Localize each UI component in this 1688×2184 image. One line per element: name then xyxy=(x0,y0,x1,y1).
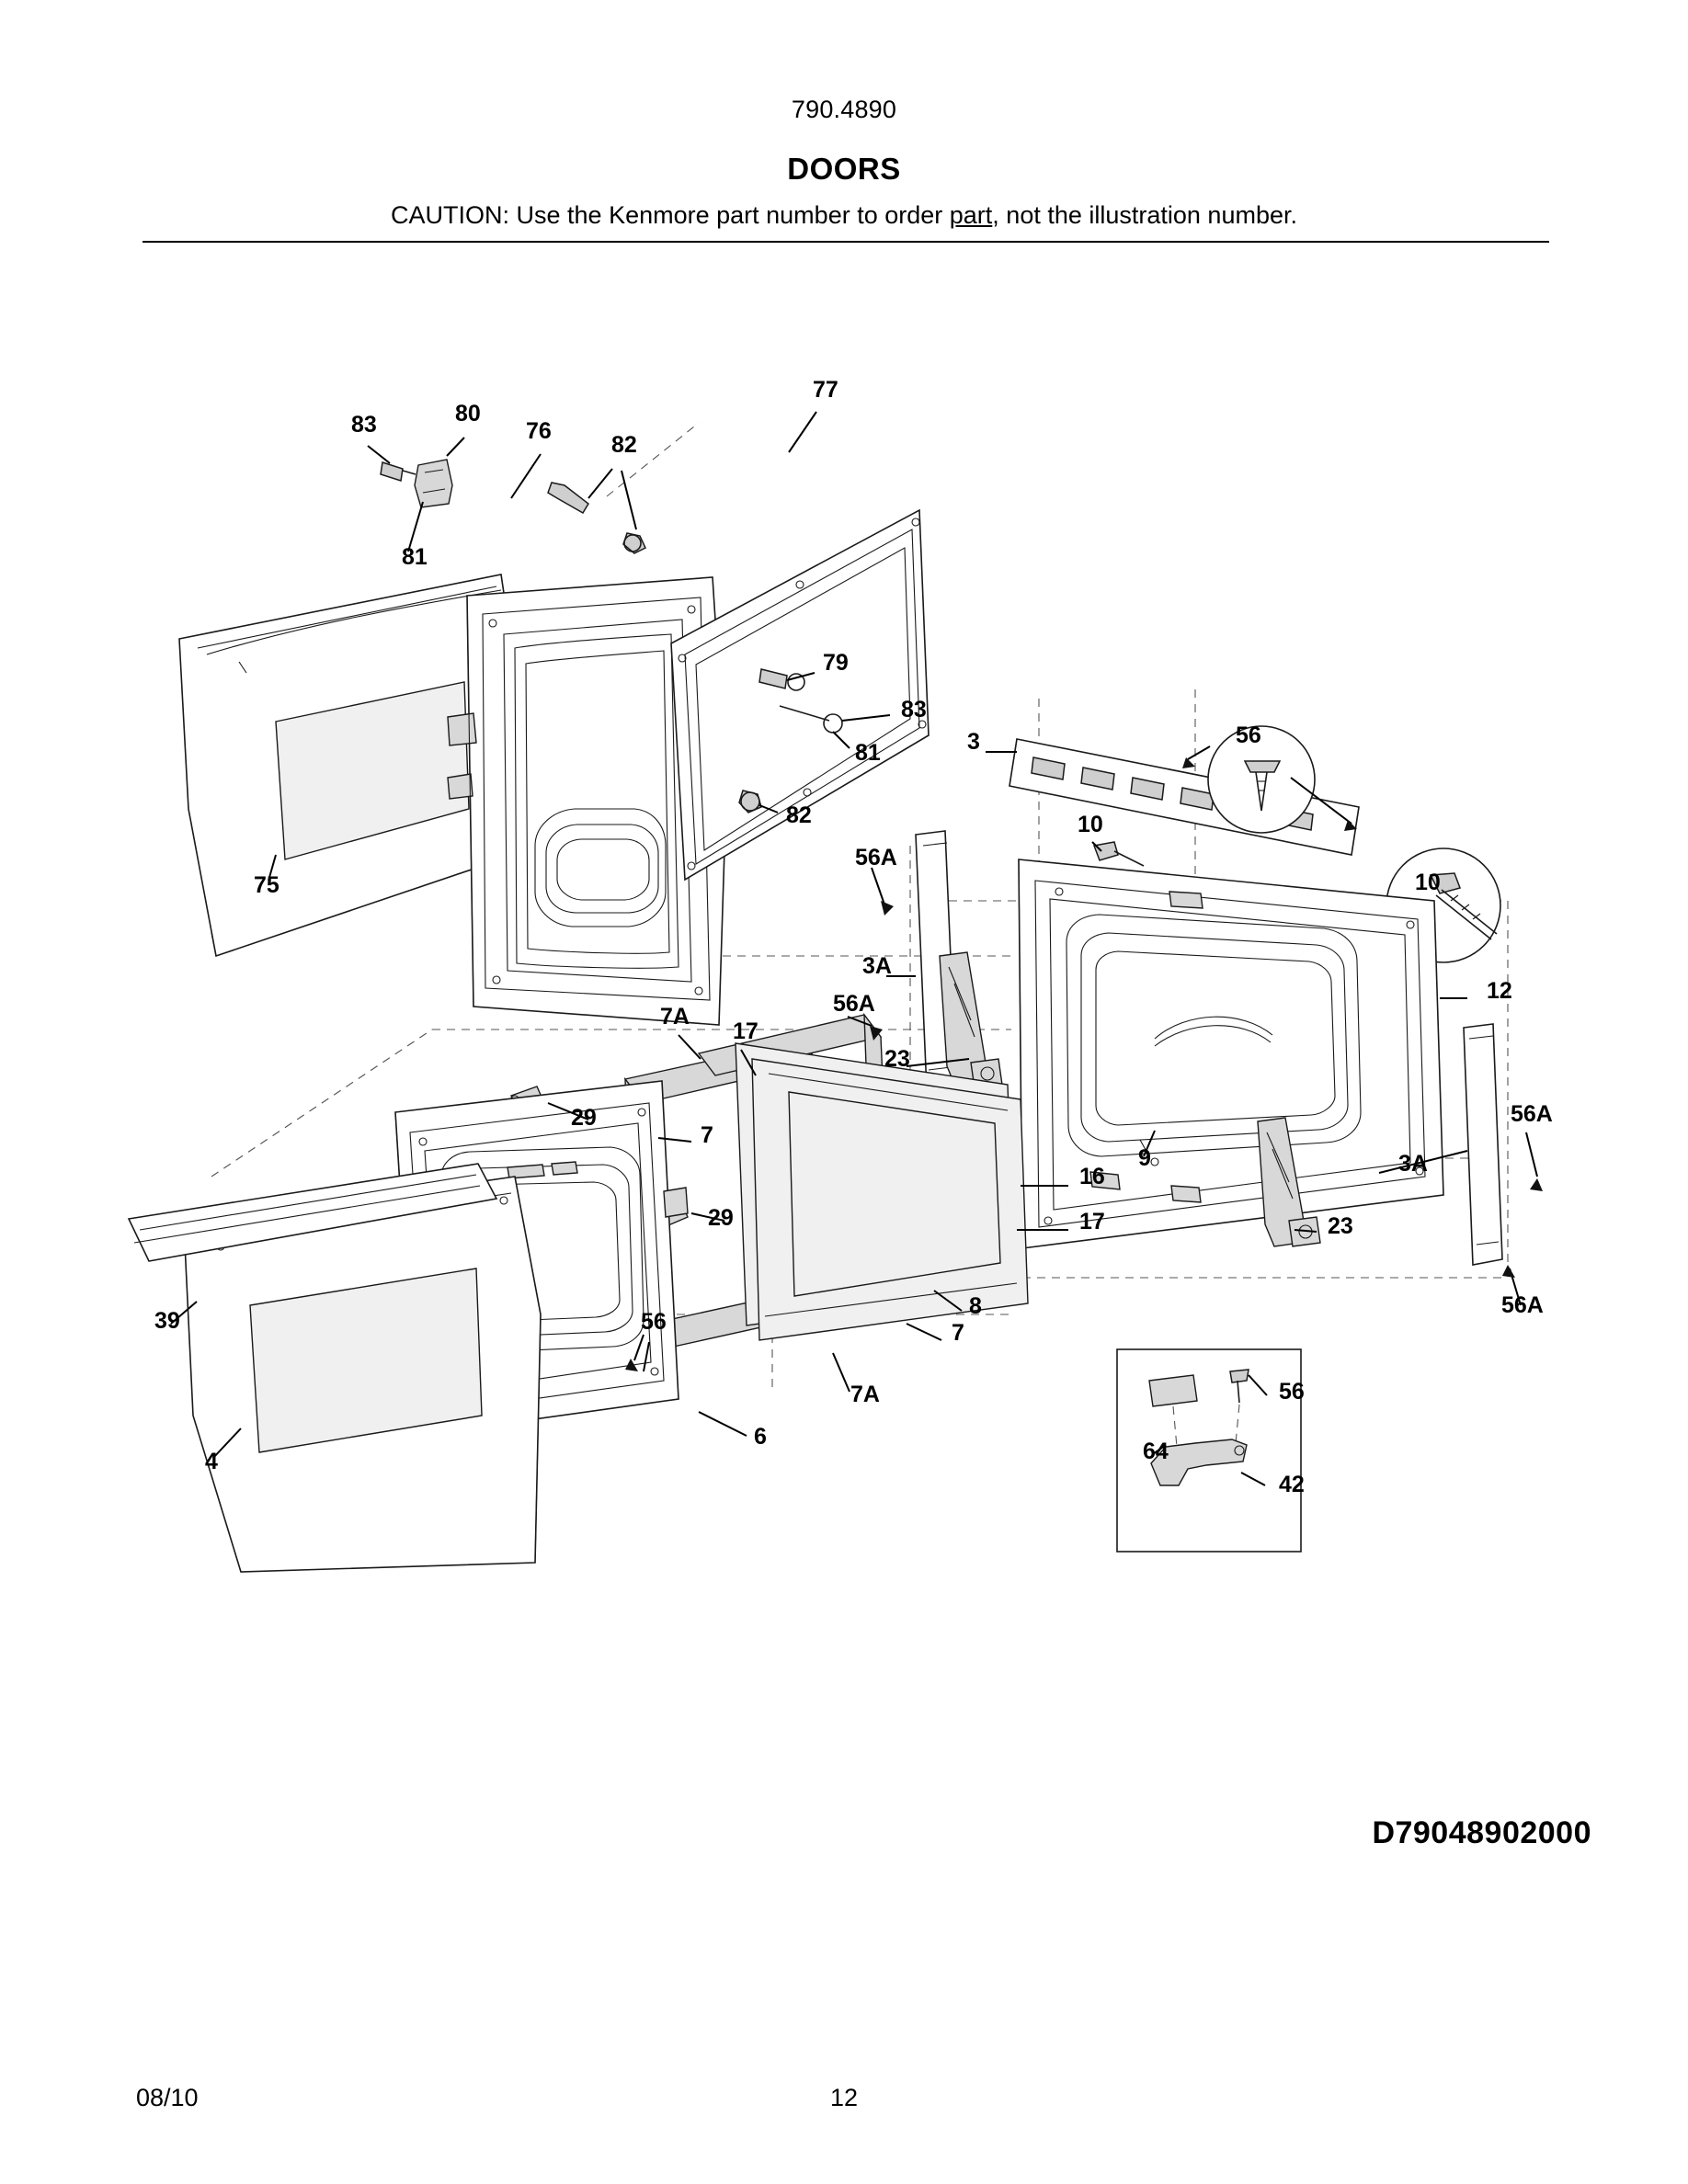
callout-10-detail: 10 xyxy=(1415,870,1441,895)
footer-page-number: 12 xyxy=(829,2084,859,2111)
callout-75: 75 xyxy=(254,872,279,898)
callout-3A-right: 3A xyxy=(1398,1151,1428,1177)
callout-56A-3: 56A xyxy=(1511,1101,1553,1127)
callout-56-lower: 56 xyxy=(641,1309,667,1335)
callout-64: 64 xyxy=(1143,1439,1169,1464)
callout-56-detail: 56 xyxy=(1236,722,1261,748)
callout-10-screw: 10 xyxy=(1078,812,1103,837)
callout-39: 39 xyxy=(154,1308,180,1334)
callout-81-lower: 81 xyxy=(855,740,881,766)
caution-note xyxy=(0,201,1688,230)
page-title: DOORS xyxy=(787,152,901,186)
callout-8: 8 xyxy=(969,1293,982,1319)
callout-3: 3 xyxy=(967,729,980,755)
callout-29-lower: 29 xyxy=(708,1205,734,1231)
part-10-screw xyxy=(1094,842,1144,866)
exploded-parts-diagram xyxy=(0,257,1688,1820)
callout-6: 6 xyxy=(754,1424,767,1450)
callout-56A-1: 56A xyxy=(855,845,897,870)
callout-7A-upper: 7A xyxy=(660,1004,690,1029)
callout-82-upper: 82 xyxy=(611,432,637,458)
drawing-code: D79048902000 xyxy=(1372,1815,1591,1850)
callout-42: 42 xyxy=(1279,1472,1305,1497)
callout-9: 9 xyxy=(1138,1145,1151,1171)
callout-3A-left: 3A xyxy=(862,953,892,979)
caution-prefix: CAUTION: Use the Kenmore part number to order xyxy=(391,201,950,229)
footer-date: 08/10 xyxy=(136,2084,199,2111)
callout-12: 12 xyxy=(1487,978,1512,1004)
callout-81-upper: 81 xyxy=(402,544,428,570)
callout-82-lower: 82 xyxy=(786,802,812,828)
callout-23-left: 23 xyxy=(884,1046,910,1072)
callout-16: 16 xyxy=(1079,1164,1105,1189)
callout-77: 77 xyxy=(813,377,838,403)
part-16-17-8-glass-panes xyxy=(736,1043,1028,1340)
callout-56A-2: 56A xyxy=(833,991,875,1017)
callout-83-upper: 83 xyxy=(351,412,377,438)
callout-17-lower: 17 xyxy=(1079,1209,1105,1234)
callout-80: 80 xyxy=(455,401,481,427)
caution-underlined-word: part xyxy=(949,201,993,229)
callout-7A-lower: 7A xyxy=(850,1382,880,1407)
part-12-oven-door-frame xyxy=(1019,859,1443,1248)
part-56-detail-callout xyxy=(1208,726,1315,833)
callout-4: 4 xyxy=(205,1449,218,1474)
model-number: 790.4890 xyxy=(791,96,897,123)
callout-7-lower: 7 xyxy=(952,1320,964,1346)
callout-17-upper: 17 xyxy=(733,1018,758,1044)
caution-suffix: , not the illustration number. xyxy=(992,201,1297,229)
callout-79: 79 xyxy=(823,650,849,676)
callout-83-lower: 83 xyxy=(901,697,927,722)
callout-7-upper: 7 xyxy=(701,1122,713,1148)
callout-23-right: 23 xyxy=(1328,1213,1353,1239)
callout-29-upper: 29 xyxy=(571,1105,597,1131)
callout-56A-4: 56A xyxy=(1501,1292,1544,1318)
callout-76: 76 xyxy=(526,418,552,444)
callout-56-inset: 56 xyxy=(1279,1379,1305,1405)
header-divider xyxy=(143,241,1549,243)
